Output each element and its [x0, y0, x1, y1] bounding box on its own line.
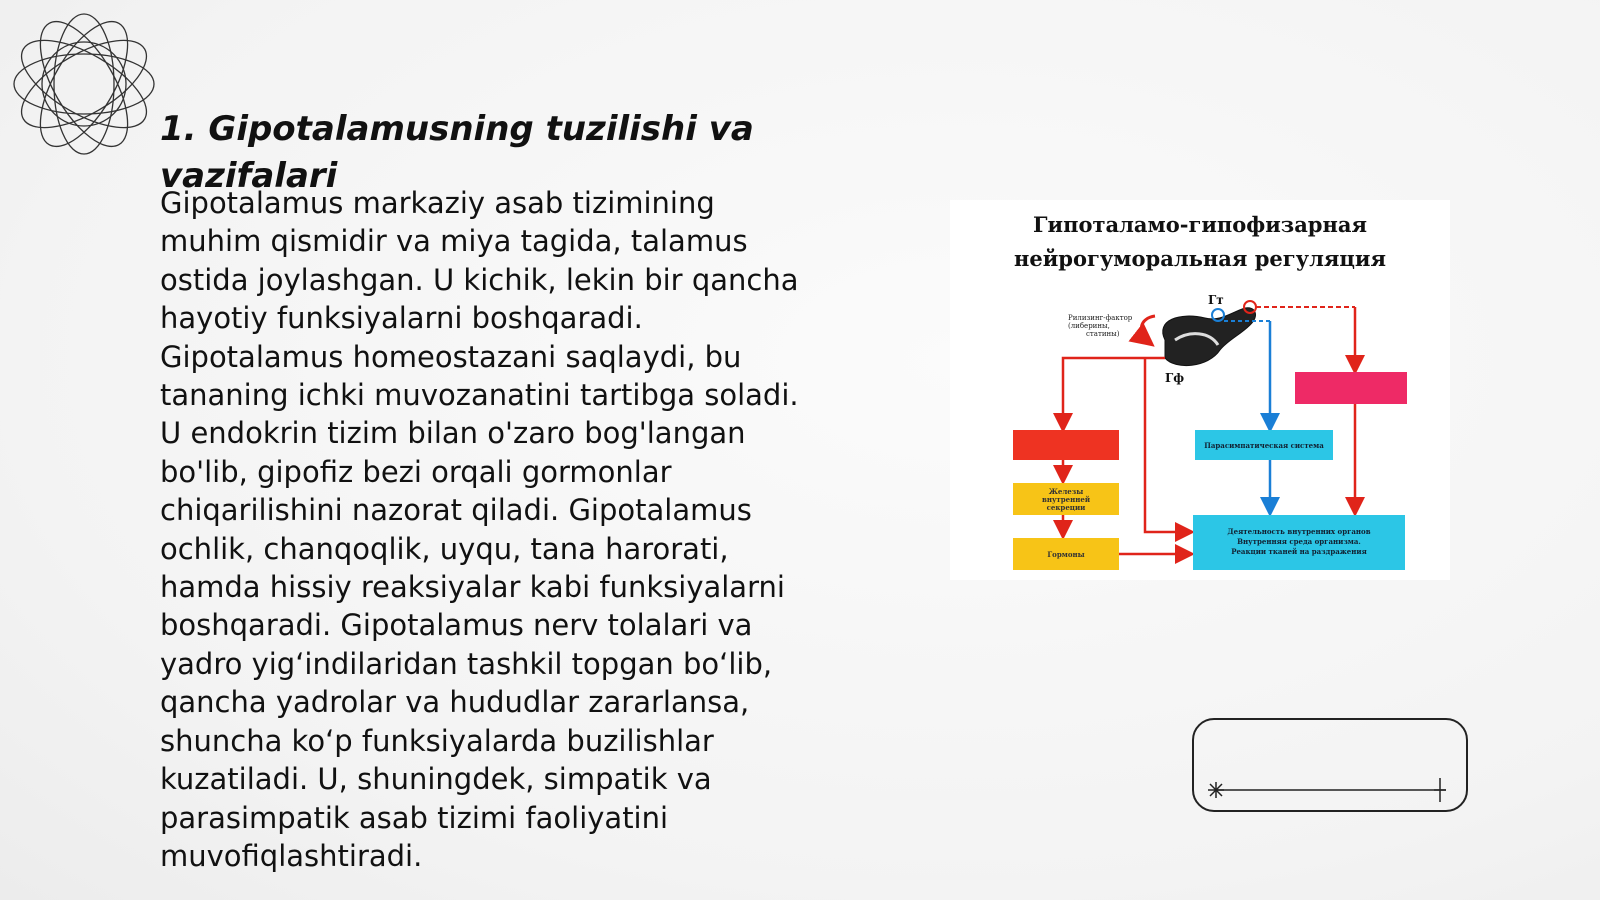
box-pink	[1295, 372, 1407, 404]
box-glands-label-2: внутренней	[1041, 495, 1091, 504]
label-releasing-3: статины)	[1086, 330, 1120, 338]
label-releasing-2: (либерины,	[1068, 322, 1110, 330]
plus-star-icon	[1434, 778, 1446, 802]
diagram-title-line1: Гипоталамо-гипофизарная	[1033, 212, 1367, 237]
decorative-card	[1192, 718, 1468, 812]
slide-title: 1. Gipotalamusning tuzilishi va vazifalari	[160, 109, 754, 196]
diagram-title-line2: нейрогуморальная регуляция	[1014, 246, 1386, 271]
box-glands-label-1: Железы	[1048, 487, 1084, 496]
label-gf: Гф	[1165, 371, 1185, 385]
slide-body-text: Gipotalamus markaziy asab tizimining muhim qismidir va miya tagida, talamus ostida joylashgan. U kichik, lekin bir qancha hayotiy funksiyalarni boshqaradi. Gipotalamus homeostazani saqlaydi, bu tananing ichki muvozanatini tartibga soladi. U endokrin tizim bilan o'zaro bog'langan bo'lib, gipofiz bezi orqali gormonlar chiqarilishini nazorat qiladi. Gipotalamus ochlik, chanqoqlik, uyqu, tana harorati, hamda hissiy reaksiyalar kabi funksiyalarni boshqaradi. Gipotalamus nerv tolalari va yadro yig‘indilaridan tashkil topgan bo‘lib, qancha yadrolar va hududlar zararlansa, shuncha ko‘p funksiyalarda buzilishlar kuzatiladi. U, shuningdek, simpatik va parasimpatik asab tizimi faoliyatini muvofiqlashtiradi.	[160, 186, 799, 873]
label-gt: Гт	[1208, 293, 1224, 307]
box-organs-label-3: Реакции тканей на раздражения	[1231, 547, 1367, 556]
box-hormones-label: Гормоны	[1047, 550, 1085, 559]
box-organs-label-2: Внутренняя среда организма.	[1237, 537, 1361, 546]
spirograph-ornament-icon	[8, 8, 168, 168]
diagram-graphic	[950, 200, 1450, 580]
regulation-diagram	[950, 200, 1450, 580]
box-glands-label-3: секреции	[1046, 503, 1086, 512]
box-organs-label-1: Деятельность внутренних органов	[1227, 527, 1371, 536]
box-parasym-label: Парасимпатическая система	[1204, 441, 1324, 450]
box-red	[1013, 430, 1119, 460]
sparkle-icon	[1208, 782, 1224, 798]
label-releasing-1: Рилизинг-фактор	[1068, 314, 1133, 322]
